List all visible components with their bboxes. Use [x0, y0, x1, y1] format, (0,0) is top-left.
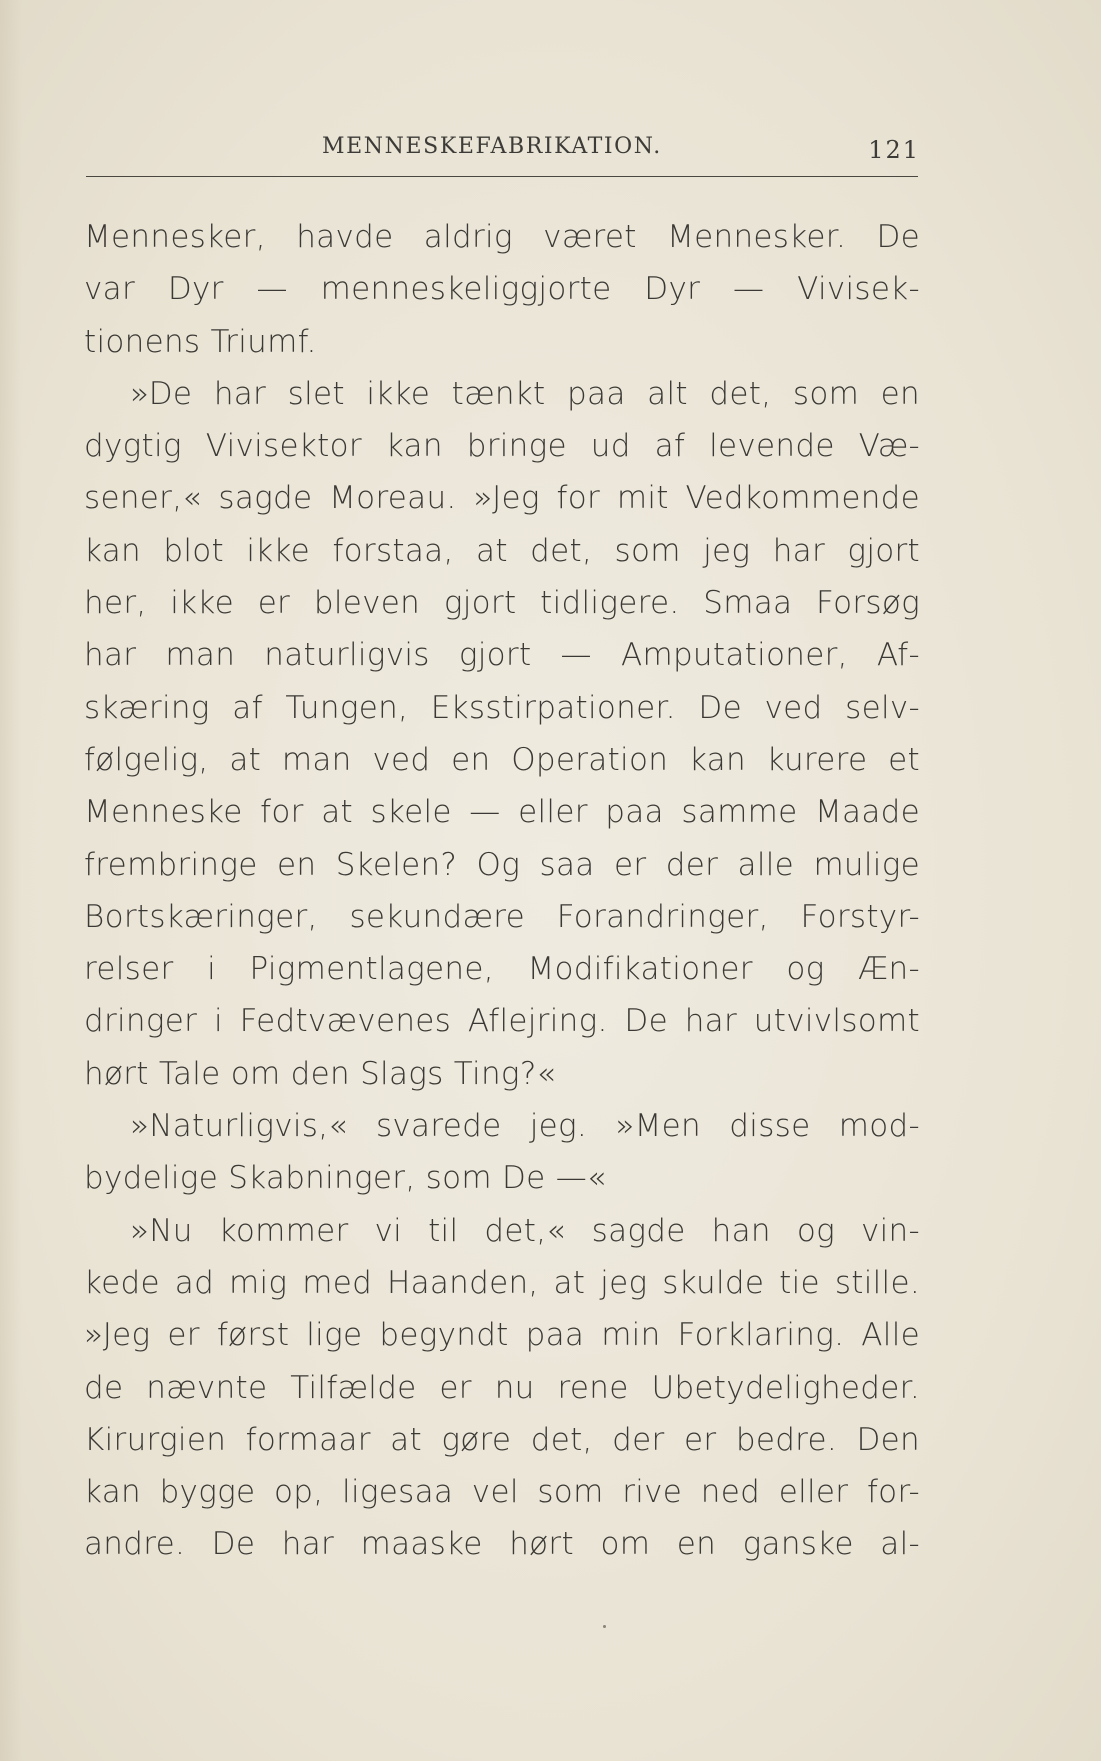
body-text [84, 211, 920, 1571]
text-line: frembringe en Skelen? Og saa er der alle mulige [84, 846, 920, 883]
running-head [86, 128, 920, 172]
text-line: andre. De har maaske hørt om en ganske al- [84, 1526, 920, 1563]
header-rule [86, 176, 918, 177]
text-line: dringer i Fedtvævenes Aflejring. De har utvivlsomt [84, 1003, 920, 1040]
text-line: Kirurgien formaar at gøre det, der er bedre. Den [84, 1421, 920, 1458]
text-line: kan bygge op, ligesaa vel som rive ned eller for- [84, 1474, 920, 1511]
text-line: sener,« sagde Moreau. »Jeg for mit Vedkommende [84, 480, 920, 517]
text-line: kan blot ikke forstaa, at det, som jeg har gjort [84, 532, 920, 569]
text-line: Mennesker, havde aldrig været Mennesker. De [84, 219, 920, 255]
text-line: relser i Pigmentlagene, Modifikationer og Æn- [84, 951, 920, 988]
text-line: »De har slet ikke tænkt paa alt det, som en [130, 375, 920, 412]
text-line: her, ikke er bleven gjort tidligere. Smaa Forsøg [84, 585, 920, 622]
running-title: MENNESKEFABRIKATION. [322, 134, 662, 159]
text-line: skæring af Tungen, Eksstirpationer. De ved selv- [84, 689, 920, 726]
text-line: dygtig Vivisektor kan bringe ud af levende Væ- [84, 428, 920, 465]
text-line: tionens Triumf. [84, 323, 317, 360]
text-line: de nævnte Tilfælde er nu rene Ubetydeligheder. [84, 1369, 920, 1406]
text-line: har man naturligvis gjort — Amputationer, Af- [84, 637, 920, 674]
text-line: hørt Tale om den Slags Ting?« [84, 1055, 556, 1092]
text-line: bydelige Skabninger, som De —« [84, 1160, 607, 1197]
text-line: »Jeg er først lige begyndt paa min Forklaring. Alle [84, 1317, 920, 1354]
text-line: »Naturligvis,« svarede jeg. »Men disse mod- [130, 1108, 920, 1145]
text-line: kede ad mig med Haanden, at jeg skulde tie stille. [84, 1264, 920, 1301]
text-line: Menneske for at skele — eller paa samme Maade [84, 794, 920, 831]
text-line: var Dyr — menneskeliggjorte Dyr — Vivisek- [84, 271, 920, 308]
text-line: følgelig, at man ved en Operation kan kurere et [84, 741, 920, 778]
paper-speck [603, 1625, 606, 1628]
text-line: Bortskæringer, sekundære Forandringer, Forstyr- [84, 898, 920, 935]
page-number: 121 [868, 136, 920, 164]
text-line: »Nu kommer vi til det,« sagde han og vin- [130, 1212, 920, 1249]
